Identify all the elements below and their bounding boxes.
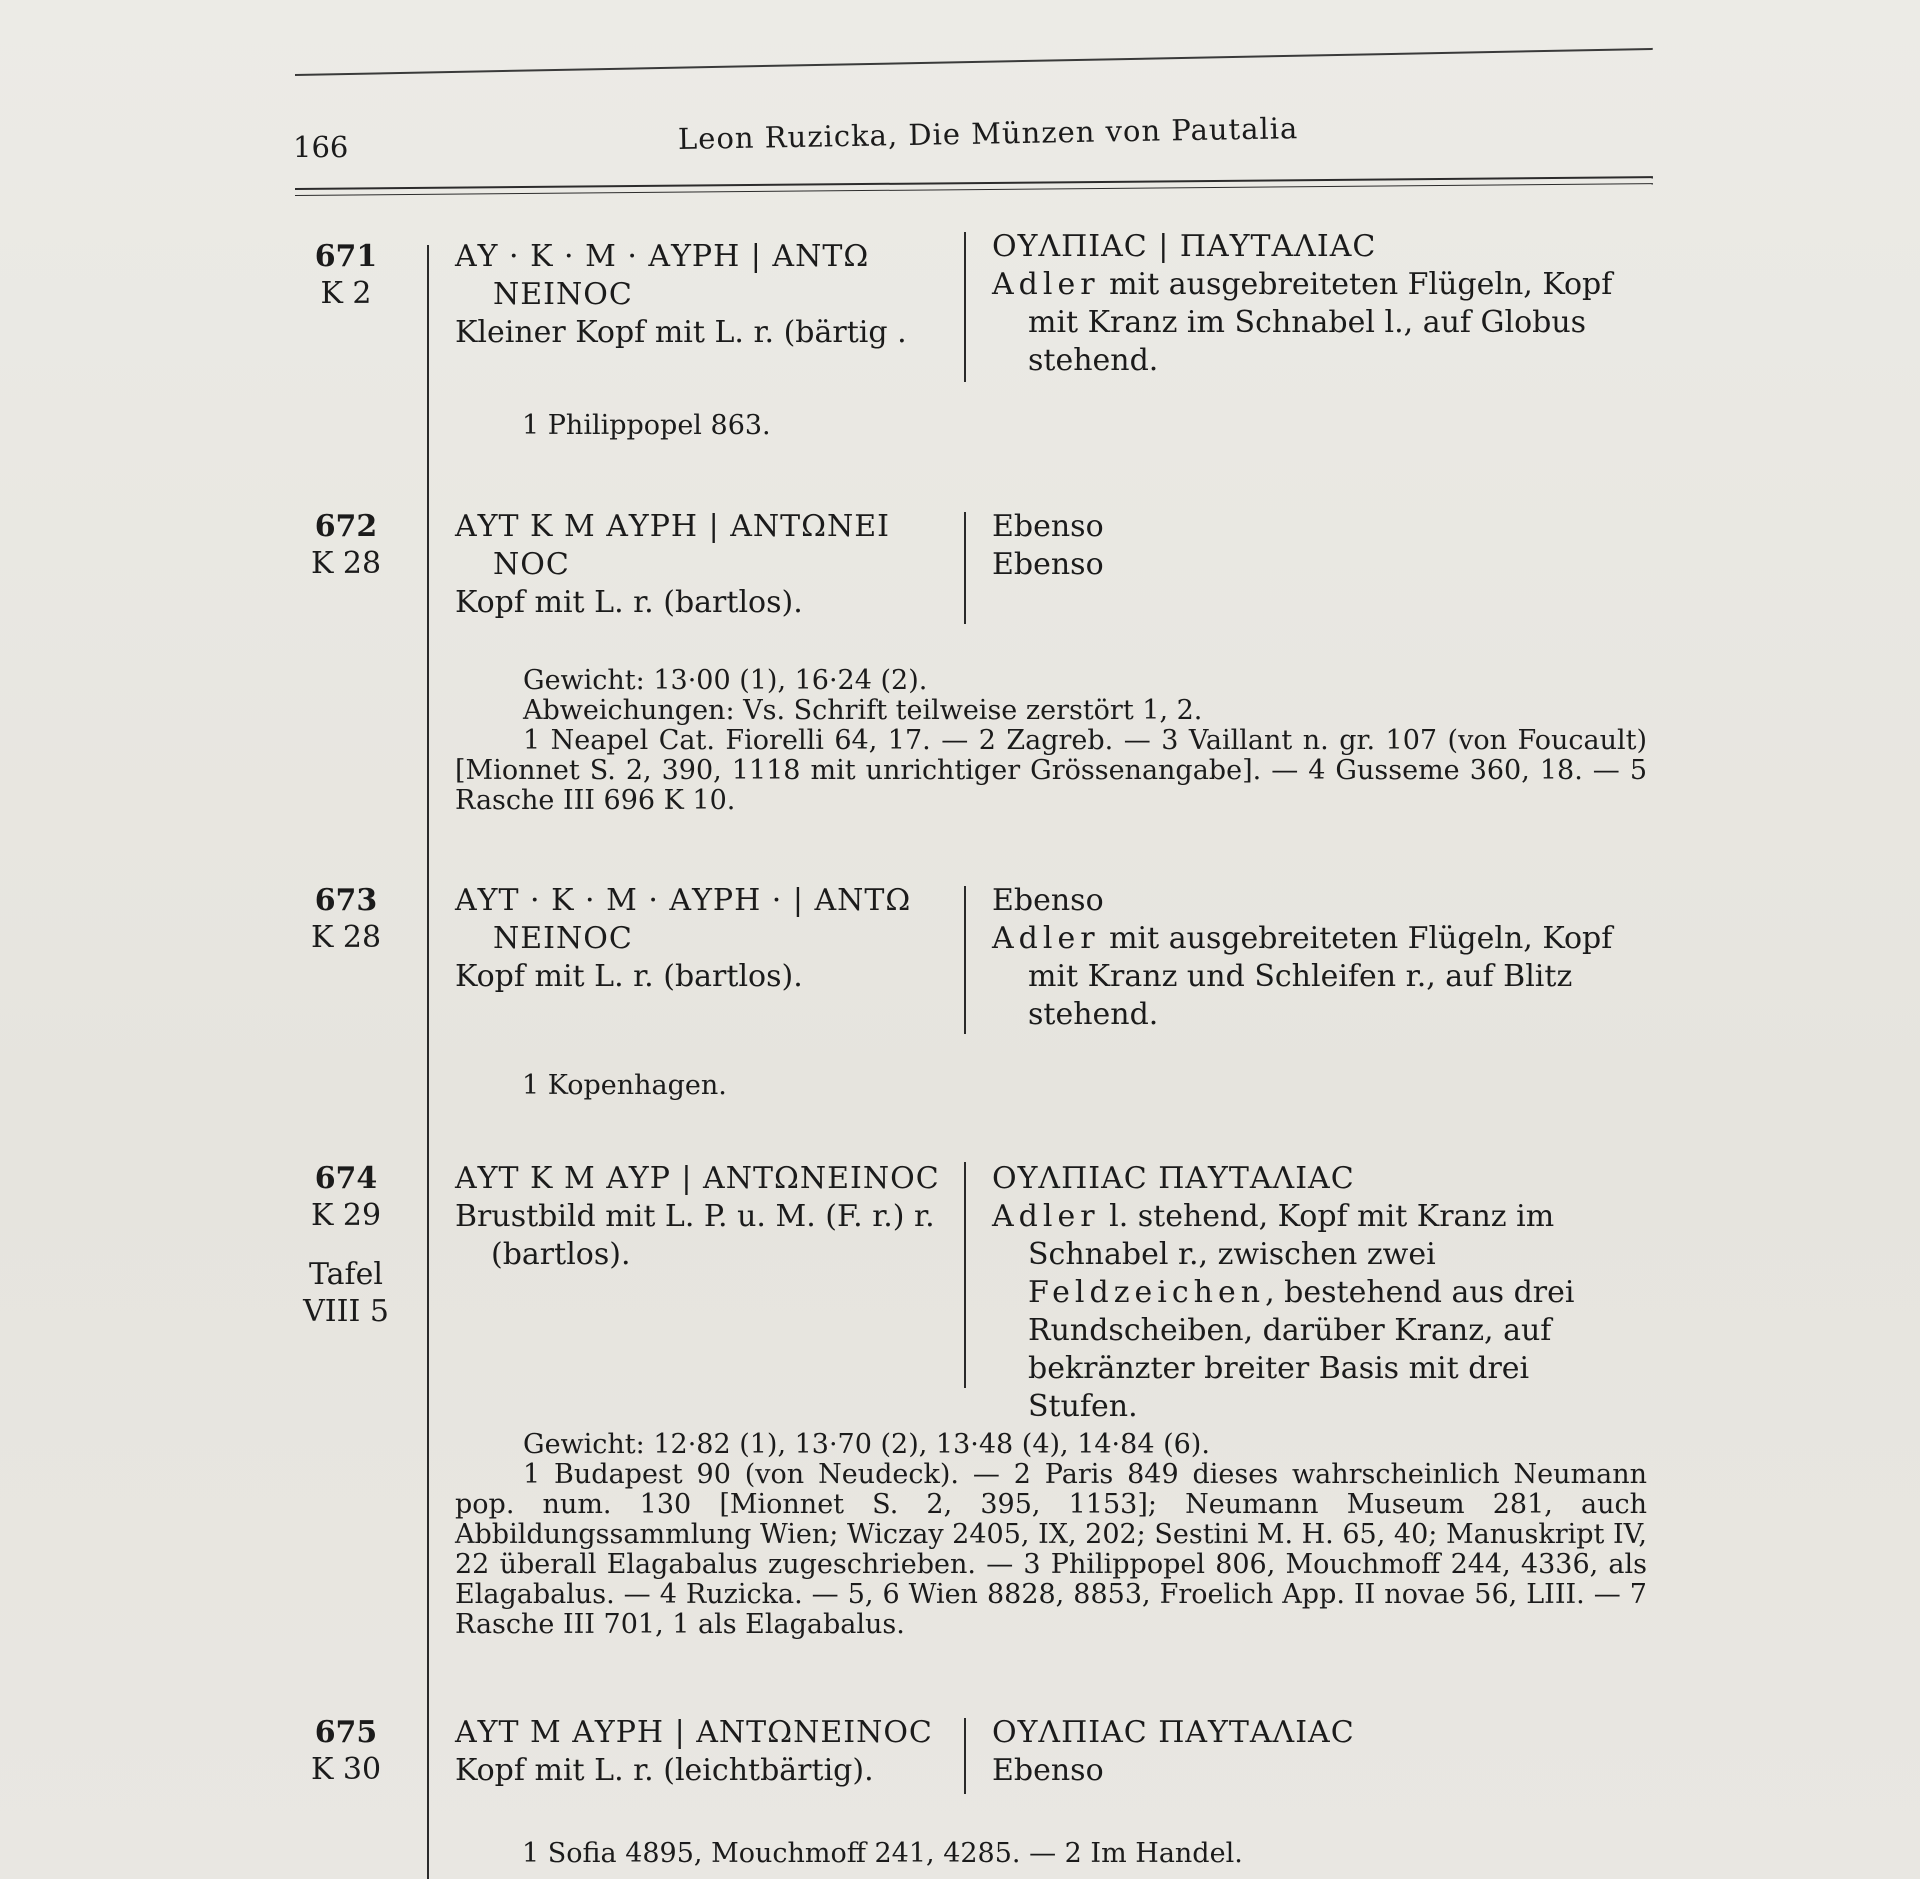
obverse-legend: ΑΥ · Κ · Μ · ΑΥΡΗ | ΑΝΤΩ xyxy=(455,239,870,274)
obverse-description xyxy=(455,882,960,996)
obverse-legend: ΑΥΤ · Κ · Μ · ΑΥΡΗ · | ΑΝΤΩ xyxy=(455,883,912,918)
plate-label: Tafel xyxy=(308,1257,384,1292)
obverse-description xyxy=(455,1714,960,1790)
entry-number-column xyxy=(290,238,402,312)
obverse-legend-cont: ΝΕΙΝΟϹ xyxy=(493,277,633,312)
obv-rev-divider xyxy=(964,1718,966,1794)
obverse-legend-cont: ΝΕΙΝΟϹ xyxy=(493,921,633,956)
entry-number: 671 xyxy=(314,239,378,274)
entry-size: K 28 xyxy=(310,546,382,581)
reverse-type: Ebenso xyxy=(992,547,1104,582)
provenance-note xyxy=(455,1460,1647,1640)
provenance-note xyxy=(455,726,1647,816)
reverse-type: mit ausgebreiteten Flügeln, Kopf mit Kranz und Schleifen r., auf Blitz stehend. xyxy=(1028,921,1613,1032)
reverse-description xyxy=(992,882,1647,1034)
obverse-type: Kopf mit L. r. (bartlos). xyxy=(455,959,803,994)
entry-size: K 28 xyxy=(310,920,382,955)
obv-rev-divider xyxy=(964,512,966,624)
obv-rev-divider xyxy=(964,232,966,382)
obverse-description xyxy=(455,238,960,352)
obverse-legend-cont: ΝΟϹ xyxy=(493,547,570,582)
reverse-keyword: Adler xyxy=(992,921,1100,956)
reverse-type-cont: , bestehend aus drei Rundscheiben, darüber Kranz, auf bekränzter breiter Basis mit drei Stufen. xyxy=(1028,1275,1575,1424)
obverse-type: Kleiner Kopf mit L. r. (bärtig . xyxy=(455,315,907,350)
reverse-type: l. stehend, Kopf mit Kranz im Schnabel r., zwischen zwei xyxy=(1028,1199,1555,1272)
reverse-legend: ΟΥΛΠΙΑϹ | ΠΑΥΤΑΛΙΑϹ xyxy=(992,229,1377,264)
weight-note: Gewicht: 13·00 (1), 16·24 (2). xyxy=(523,665,928,696)
reverse-keyword: Adler xyxy=(992,267,1100,302)
reverse-type: mit ausgebreiteten Flügeln, Kopf mit Kranz im Schnabel l., auf Globus stehend. xyxy=(1028,267,1613,378)
reverse-description xyxy=(992,1714,1647,1790)
entry-number: 673 xyxy=(314,883,378,918)
reverse-keyword-2: Feldzeichen xyxy=(1028,1275,1266,1310)
entry-notes xyxy=(455,666,1647,816)
entry-size: K 29 xyxy=(310,1198,382,1233)
reverse-description xyxy=(992,508,1647,584)
page-number: 166 xyxy=(293,130,349,164)
obverse-type: Brustbild mit L. P. u. M. (F. r.) r. (bartlos). xyxy=(455,1199,935,1272)
entry-number: 672 xyxy=(314,509,378,544)
plate-reference xyxy=(290,1256,402,1330)
reverse-keyword: Adler xyxy=(992,1199,1100,1234)
reverse-description xyxy=(992,1160,1647,1426)
obverse-type: Kopf mit L. r. (leichtbärtig). xyxy=(455,1753,874,1788)
obverse-legend: ΑΥΤ Κ Μ ΑΥΡ | ΑΝΤΩΝΕΙΝΟϹ xyxy=(455,1161,940,1196)
weight-note: Gewicht: 12·82 (1), 13·70 (2), 13·48 (4), 14·84 (6). xyxy=(523,1429,1210,1460)
entry-reference: 1 Sofia 4895, Mouchmoff 241, 4285. — 2 Im Handel. xyxy=(522,1838,1243,1869)
entry-size: K 2 xyxy=(320,276,372,311)
obverse-description xyxy=(455,1160,960,1274)
provenance-text: 1 Budapest 90 (von Neudeck). — 2 Paris 849 dieses wahrscheinlich Neumann pop. num. 130 [Mionnet S. 2, 395, 1153]; Neumann Museum 281, auch Abbildungssammlung Wien; Wiczay 2405, IX, 202; Sestini M. H. 65, 40; Manuskript IV, 22 überall Elagabalus zugeschrieben. — 3 Philippopel 806, Mouchmoff 244, 4336, als Elagabalus. — 4 Ruzicka. — 5, 6 Wien 8828, 8853, Froelich App. II novae 56, LIII. — 7 Rasche III 701, 1 als Elagabalus. xyxy=(455,1459,1647,1640)
column-divider xyxy=(427,245,429,1879)
reverse-legend: Ebenso xyxy=(992,883,1104,918)
running-title: Leon Ruzicka, Die Münzen von Pautalia xyxy=(677,111,1299,156)
reverse-description xyxy=(992,228,1647,380)
entry-number: 675 xyxy=(314,1715,378,1750)
plate-number: VIII 5 xyxy=(303,1294,389,1329)
reverse-type: Ebenso xyxy=(992,1753,1104,1788)
header-rule xyxy=(295,176,1653,190)
reverse-legend: ΟΥΛΠΙΑϹ ΠΑΥΤΑΛΙΑϹ xyxy=(992,1715,1355,1750)
entry-number-column xyxy=(290,1160,402,1330)
entry-reference: 1 Philippopel 863. xyxy=(522,410,771,441)
entry-number-column xyxy=(290,1714,402,1788)
obv-rev-divider xyxy=(964,1162,966,1388)
reverse-legend: ΟΥΛΠΙΑϹ ΠΑΥΤΑΛΙΑϹ xyxy=(992,1161,1355,1196)
entry-reference: 1 Kopenhagen. xyxy=(522,1070,727,1101)
provenance-text: 1 Neapel Cat. Fiorelli 64, 17. — 2 Zagreb. — 3 Vaillant n. gr. 107 (von Foucault) [Mionnet S. 2, 390, 1118 mit unrichtiger Grössenangabe]. — 4 Gusseme 360, 18. — 5 Rasche III 696 K 10. xyxy=(455,725,1647,816)
obverse-type: Kopf mit L. r. (bartlos). xyxy=(455,585,803,620)
entry-number-column xyxy=(290,882,402,956)
variant-note: Abweichungen: Vs. Schrift teilweise zerstört 1, 2. xyxy=(523,695,1203,726)
header-rule-thin xyxy=(295,183,1653,196)
top-rule xyxy=(295,48,1653,76)
obverse-description xyxy=(455,508,960,622)
entry-size: K 30 xyxy=(310,1752,382,1787)
entry-notes xyxy=(455,1430,1647,1640)
obv-rev-divider xyxy=(964,886,966,1034)
entry-number-column xyxy=(290,508,402,582)
obverse-legend: ΑΥΤ Κ Μ ΑΥΡΗ | ΑΝΤΩΝΕΙ xyxy=(455,509,891,544)
obverse-legend: ΑΥΤ Μ ΑΥΡΗ | ΑΝΤΩΝΕΙΝΟϹ xyxy=(455,1715,933,1750)
reverse-legend: Ebenso xyxy=(992,509,1104,544)
entry-number: 674 xyxy=(314,1161,378,1196)
